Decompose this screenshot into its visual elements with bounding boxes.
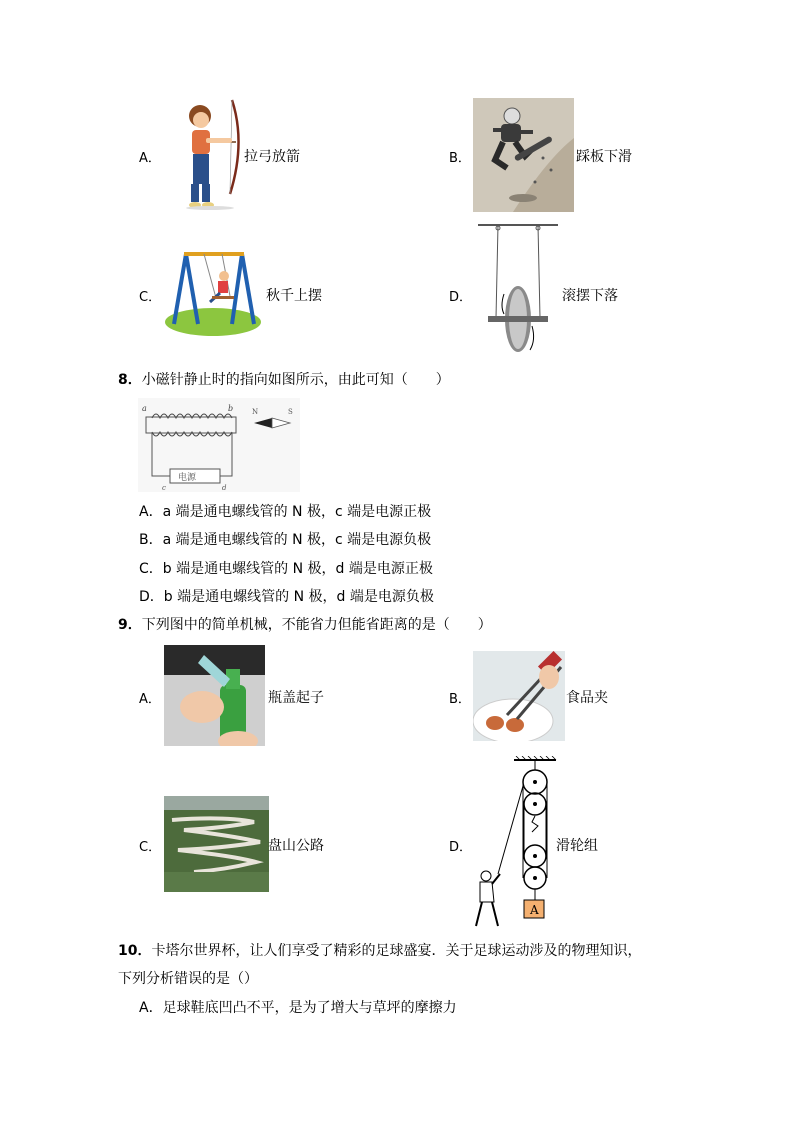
question-number: 10． [118,943,152,959]
terminal-a-label: a [142,404,147,413]
q7-option-d-letter: D． [449,290,473,305]
question-10-stem-line1 [118,941,641,961]
solenoid-circuit-figure [138,398,300,492]
swing-image [164,248,262,336]
q7-option-b-letter: B． [449,151,471,166]
skateboarder-image [473,98,574,212]
q9-option-d-text: 滑轮组 [556,838,598,854]
terminal-c-label: c [162,484,166,492]
question-8-stem [118,370,450,390]
pulley-system-figure [474,756,566,932]
maxwell-wheel-image [478,222,558,362]
q7-option-b-text: 踩板下滑 [576,149,632,165]
q9-option-c-letter: C． [139,840,162,855]
archer-girl-image [180,98,242,212]
q9-option-b-text: 食品夹 [566,690,608,706]
q8-option-d: D．b 端是通电螺线管的 N 极，d 端是电源负极 [139,589,434,605]
terminal-d-label: d [222,484,227,492]
q9-option-a-letter: A． [139,692,161,707]
question-number: 9． [118,617,142,633]
q9-option-a-text: 瓶盖起子 [268,690,324,706]
needle-s-label: S [288,408,293,416]
q8-option-b: B．a 端是通电螺线管的 N 极，c 端是电源负极 [139,532,432,548]
q9-option-b-letter: B． [449,692,471,707]
q7-option-a-letter: A． [139,151,161,166]
q8-option-a: A．a 端是通电螺线管的 N 极，c 端是电源正极 [139,504,432,520]
question-number: 8． [118,372,142,388]
q7-option-c-letter: C． [139,290,162,305]
needle-n-label: N [252,408,259,416]
q10-option-a: A．足球鞋底凹凸不平，是为了增大与草坪的摩擦力 [139,1000,457,1016]
question-10-stem-line2: 下列分析错误的是（） [118,971,258,987]
weight-a-label: A [530,903,539,917]
q9-option-d-letter: D． [449,840,473,855]
q7-option-d-text: 滚摆下落 [562,288,618,304]
bottle-opener-image [164,645,265,746]
q8-option-c: C．b 端是通电螺线管的 N 极，d 端是电源正极 [139,561,433,577]
terminal-b-label: b [228,404,234,413]
food-tongs-image [473,651,565,741]
question-text: 小磁针静止时的指向如图所示，由此可知（ ） [141,372,450,388]
question-text: 下列图中的简单机械，不能省力但能省距离的是（ ） [141,617,492,633]
q7-option-c-text: 秋千上摆 [266,288,322,304]
q9-option-c-text: 盘山公路 [268,838,324,854]
question-9-stem [118,615,492,635]
question-text: 卡塔尔世界杯，让人们享受了精彩的足球盛宴．关于足球运动涉及的物理知识， [151,943,642,959]
mountain-road-image [164,796,269,892]
q7-option-a-text: 拉弓放箭 [244,149,300,165]
power-source-label: 电源 [178,473,197,483]
